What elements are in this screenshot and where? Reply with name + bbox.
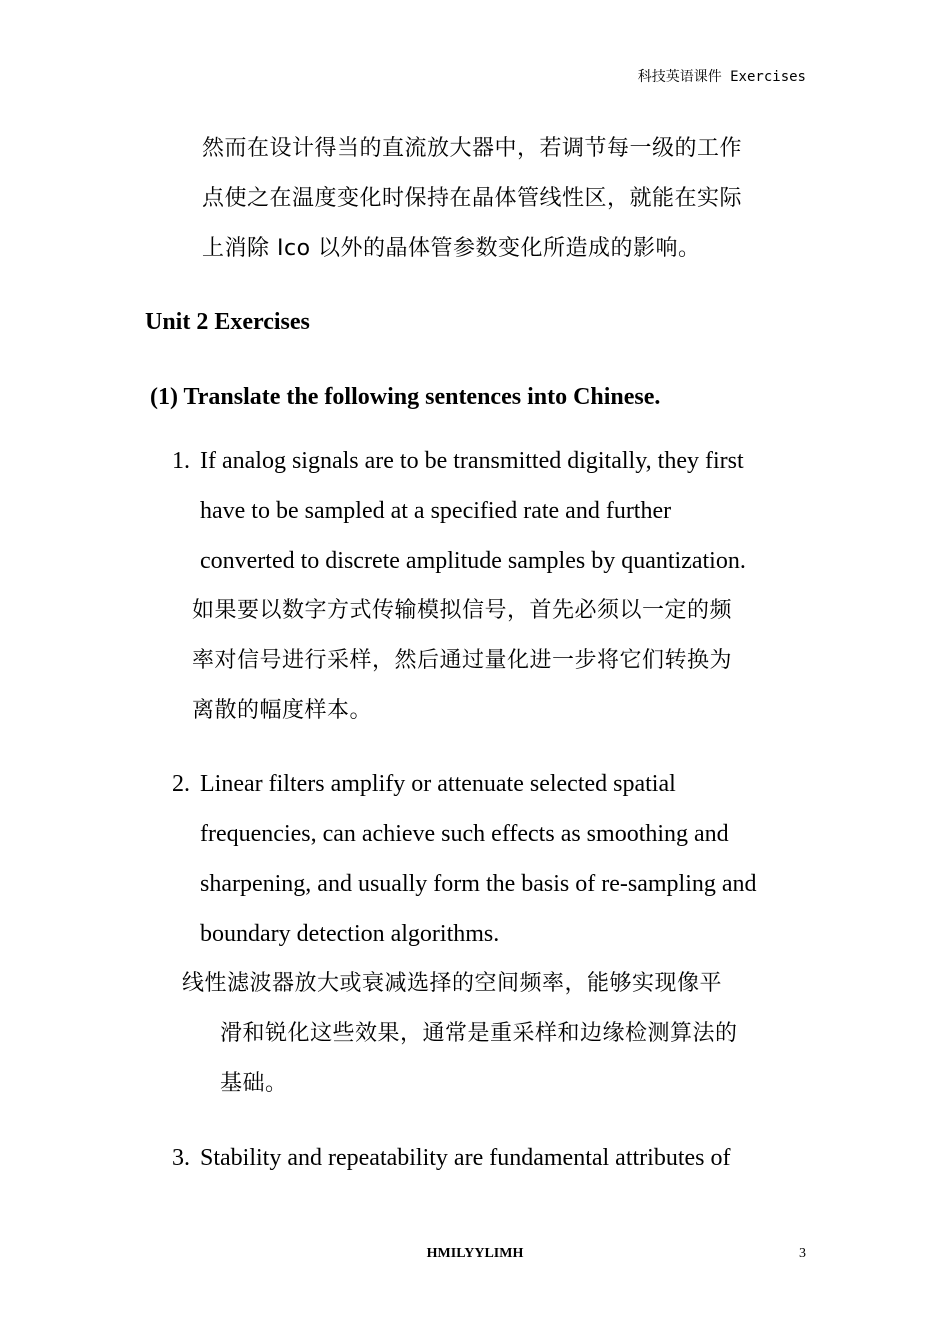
intro-line-3: 上消除 Ico 以外的晶体管参数变化所造成的影响。 [202,236,701,261]
footer-author: HMILYYLIMH [426,1246,524,1261]
item-1-chinese-line-2: 率对信号进行采样，然后通过量化进一步将它们转换为 [192,648,733,673]
unit-title: Unit 2 Exercises [145,309,310,335]
item-2-english-line-4: boundary detection algorithms. [200,921,500,947]
page-number: 3 [799,1246,806,1261]
item-1-english-line-1: If analog signals are to be transmitted digitally, they first [200,448,744,474]
item-2-english-line-3: sharpening, and usually form the basis of re-sampling and [200,871,757,897]
intro-line-2: 点使之在温度变化时保持在晶体管线性区，就能在实际 [202,186,743,211]
item-2-chinese-line-1: 线性滤波器放大或衰减选择的空间频率，能够实现像平 [182,971,723,996]
item-2-chinese-line-2: 滑和锐化这些效果，通常是重采样和边缘检测算法的 [220,1021,738,1046]
item-2-english-line-1: Linear filters amplify or attenuate selected spatial [200,771,676,797]
page-header: 科技英语课件 Exercises [637,69,806,85]
item-2-chinese-line-3: 基础。 [220,1071,288,1096]
item-2-english-line-2: frequencies, can achieve such effects as smoothing and [200,821,729,847]
intro-line-1: 然而在设计得当的直流放大器中，若调节每一级的工作 [202,136,743,161]
item-2-number: 2. [172,771,190,797]
item-3-english-line-1: Stability and repeatability are fundamental attributes of [200,1145,731,1171]
item-3-number: 3. [172,1145,190,1171]
item-1-english-line-2: have to be sampled at a specified rate and further [200,498,672,524]
item-1-chinese-line-1: 如果要以数字方式传输模拟信号，首先必须以一定的频 [192,598,733,623]
item-1-english-line-3: converted to discrete amplitude samples by quantization. [200,548,746,574]
section-title: (1) Translate the following sentences into Chinese. [150,384,661,410]
item-1-chinese-line-3: 离散的幅度样本。 [192,698,373,723]
item-1-number: 1. [172,448,190,474]
